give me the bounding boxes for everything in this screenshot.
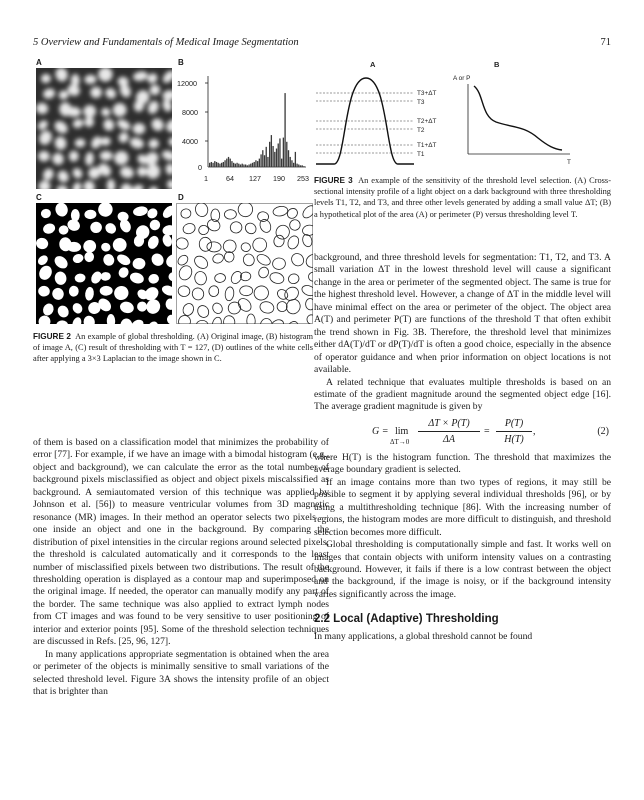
fig2-label-a: A [36, 58, 42, 67]
histogram-bar [302, 165, 303, 167]
equation-2 [314, 414, 611, 452]
histogram-bar [278, 143, 279, 167]
histogram-bar [296, 164, 297, 167]
histogram-bar [255, 160, 256, 167]
histogram-bar [243, 164, 244, 167]
histogram-bar [300, 165, 301, 167]
histogram-bar [254, 162, 255, 167]
histogram-bar [266, 147, 267, 167]
eq-frac1-num: ΔT × P(T) [428, 417, 470, 429]
right-paragraph-5: Global thresholding is computationally simple and fast. It works well on images that contain objects with uniform intensity values on a contrasting background. However, it fails if there is a low contrast between the object and the background, if the image is noisy, or if the background intensity varies significantly across the image. [314, 539, 611, 600]
figure3-caption [314, 175, 611, 220]
hist-x-tick-190: 190 [273, 174, 285, 183]
eq-lhs: G = [372, 425, 389, 437]
histogram-bar [245, 164, 246, 167]
histogram-bar [233, 163, 234, 167]
histogram-bar [228, 157, 229, 167]
hist-y-tick-0: 0 [198, 163, 202, 172]
figure3-caption-label: FIGURE 3 [314, 176, 353, 185]
eq-frac1-bar [418, 431, 480, 432]
fig2d-outline-image [176, 203, 313, 324]
running-header [33, 37, 611, 51]
histogram-bar [212, 163, 213, 167]
figure3-diagram [316, 58, 612, 172]
histogram-bar [269, 142, 270, 167]
fig2-label-d: D [178, 193, 184, 202]
histogram-bar [303, 166, 304, 167]
histogram-bar [279, 138, 280, 167]
level-t1-plus: T1+ΔT [417, 142, 437, 149]
fig3b-x-axis-label: T [567, 159, 571, 166]
histogram-bar [226, 159, 227, 167]
histogram-bar [286, 142, 287, 167]
right-paragraph-2: A related technique that evaluates multiple thresholds is based on an estimate of the gradient magnitude around the segmented object edge [16]. The average gradient magnitude is given by [314, 376, 611, 413]
histogram-bar [231, 161, 232, 167]
histogram-bar [238, 164, 239, 167]
hist-y-tick-12000: 12000 [177, 79, 197, 88]
hist-y-tick-4000: 4000 [182, 137, 198, 146]
right-paragraph-4: If an image contains more than two types of regions, it may still be possible to segment it by applying several individual thresholds [96], or by using a multithresholding technique [86]. With the increasing number of regions, the histogram modes are more difficult to distinguish, and threshold selection becomes more difficult. [314, 476, 611, 538]
fig3-label-b: B [494, 60, 500, 69]
histogram-bar [216, 162, 217, 167]
histogram-bar [288, 150, 289, 167]
histogram-bar [223, 162, 224, 167]
hist-x-tick-64: 64 [226, 174, 234, 183]
running-title: 5 Overview and Fundamentals of Medical Image Segmentation [33, 37, 299, 48]
eq-equals: = [484, 425, 490, 437]
right-paragraph-1: background, and three threshold levels for segmentation: T1, T2, and T3. A small variation ΔT in the lowest threshold level will cause a significant change in the area or perimeter of the segmented object. The same is true for the highest threshold level. However, a change of ΔT in the middle level will have minimal effect on the area or perimeter of the object. The object area A(T) and perimeter P(T) are functions of the threshold T that often exhibit the trend shown in Fig. 3B. Therefore, the threshold level that minimizes either dA(T)/dT or dP(T)/dT is often a good choice, especially in the absence of operator guidance and when prior information on object locations is not available. [314, 252, 611, 376]
level-t3: T3 [417, 99, 425, 106]
eq-lim: lim [395, 425, 409, 437]
figure2-caption-label: FIGURE 2 [33, 332, 71, 341]
histogram-bar [281, 159, 282, 167]
fig2c-thresholded-image [36, 203, 172, 324]
level-t2: T2 [417, 127, 425, 134]
histogram-bar [298, 164, 299, 167]
histogram-bar [240, 164, 241, 167]
left-paragraph-1: of them is based on a classification model that minimizes the probability of error [77]. For example, if we have an image with a bimodal histogram (e.g., object and background), we can calculate the error as the total number of background pixels misclassified as object and object pixels miscalssified as background. A semiautomated version of this technique was applied by Johnson et al. [56]) to measure ventricular volumes from 3D magnetic resonance (MR) images. In their method an operator selects two pixels — one inside an object and one in the background. By comparing the distribution of pixel intensities in the circular regions around selected pixels, the threshold is calculated automatically and it corresponds to the least number of misclassified pixels between two distributions. The result of the thresholding operation is displayed as a contour map and superimposed on the original image. If needed, the operator can manually modify any part of the border. The same technique was also applied to extract lymph nodes from CT images and was found to be very sensitive to user positioning of interior and exterior points [95]. Some of the threshold selection techniques are discussed in Refs. [25, 96, 127]. [33, 437, 329, 648]
histogram-bar [224, 160, 225, 167]
histogram-bar [260, 154, 261, 167]
figure2-caption-text: An example of global thresholding. (A) Original image, (B) histogram of image A, (C) result of thresholding with T = 127, (D) outlines of the white cells after applying a 3×3 Laplacian to the image shown in C. [33, 332, 314, 364]
eq-frac2-num: P(T) [504, 417, 524, 429]
histogram-bar [252, 163, 253, 167]
histogram-bar [250, 164, 251, 167]
right-column [314, 252, 611, 644]
histogram-bar [291, 160, 292, 167]
histogram-bar [295, 152, 296, 167]
histogram-bar [290, 157, 291, 167]
histogram-bar [271, 135, 272, 167]
histogram-bar [230, 159, 231, 167]
histogram-bar [235, 164, 236, 167]
histogram-bar [274, 152, 275, 167]
histogram-bar [267, 157, 268, 167]
histogram-bar [247, 165, 248, 167]
fig3b-y-axis-label: A or P [453, 75, 471, 82]
histogram-bar [257, 161, 258, 167]
eq-number: (2) [597, 425, 609, 437]
histogram-bar [259, 159, 260, 167]
hist-y-tick-8000: 8000 [182, 108, 198, 117]
eq-frac2-bar [496, 431, 532, 432]
hist-x-tick-253: 253 [297, 174, 309, 183]
histogram-bar [209, 163, 210, 167]
fig3-label-a: A [370, 60, 376, 69]
histogram-bar [283, 138, 284, 167]
section-heading: 2.2 Local (Adaptive) Thresholding [314, 613, 499, 626]
page-number: 71 [600, 37, 611, 48]
eq-frac2-den: H(T) [504, 433, 524, 445]
figure3-caption-text: An example of the sensitivity of the threshold level selection. (A) Cross-sectional intensity profile of a light object on a dark background with three thresholding levels T1, T2, and T3, and three other levels generated by adding a small value ΔT; (B) a hypothetical plot of the area (A) or perimeter (P) versus thresholding level T. [314, 176, 611, 219]
histogram-bar [211, 162, 212, 167]
histogram-bar [262, 150, 263, 167]
fig2a-original-image [36, 68, 172, 189]
left-paragraph-2: In many applications appropriate segmentation is obtained when the area or perimeter of the objects is minimally sensitive to small variations of the selected threshold level. Figure 3A shows the intensity profile of an object that is brighter than [33, 648, 329, 698]
level-t1: T1 [417, 151, 425, 158]
hist-x-tick-127: 127 [249, 174, 261, 183]
histogram-bar [236, 163, 237, 167]
eq-frac1-den: ΔA [443, 433, 455, 445]
histogram-bar [219, 164, 220, 167]
figure2-caption [33, 331, 313, 365]
histogram-bar [276, 149, 277, 167]
hist-x-tick-1: 1 [204, 174, 208, 183]
histogram-bar [272, 146, 273, 167]
histogram-bar [242, 164, 243, 167]
level-t3-plus: T3+ΔT [417, 90, 437, 97]
histogram-bar [221, 163, 222, 167]
level-t2-plus: T2+ΔT [417, 118, 437, 125]
fig2b-histogram [176, 68, 316, 189]
histogram-bar [284, 93, 285, 167]
fig2-label-c: C [36, 193, 42, 202]
eq-lim-sub: ΔT→0 [390, 437, 410, 446]
histogram-bar [248, 164, 249, 167]
histogram-bar [218, 163, 219, 167]
right-paragraph-3: where H(T) is the histogram function. The threshold that maximizes the average boundary gradient is selected. [314, 451, 611, 476]
histogram-bar [214, 161, 215, 167]
eq-trailing-comma: , [533, 425, 536, 437]
fig2-label-b: B [178, 58, 184, 67]
right-paragraph-6: In many applications, a global threshold cannot be found [314, 631, 533, 643]
left-column [33, 437, 329, 699]
histogram-bar [264, 155, 265, 167]
histogram-bar [293, 163, 294, 167]
